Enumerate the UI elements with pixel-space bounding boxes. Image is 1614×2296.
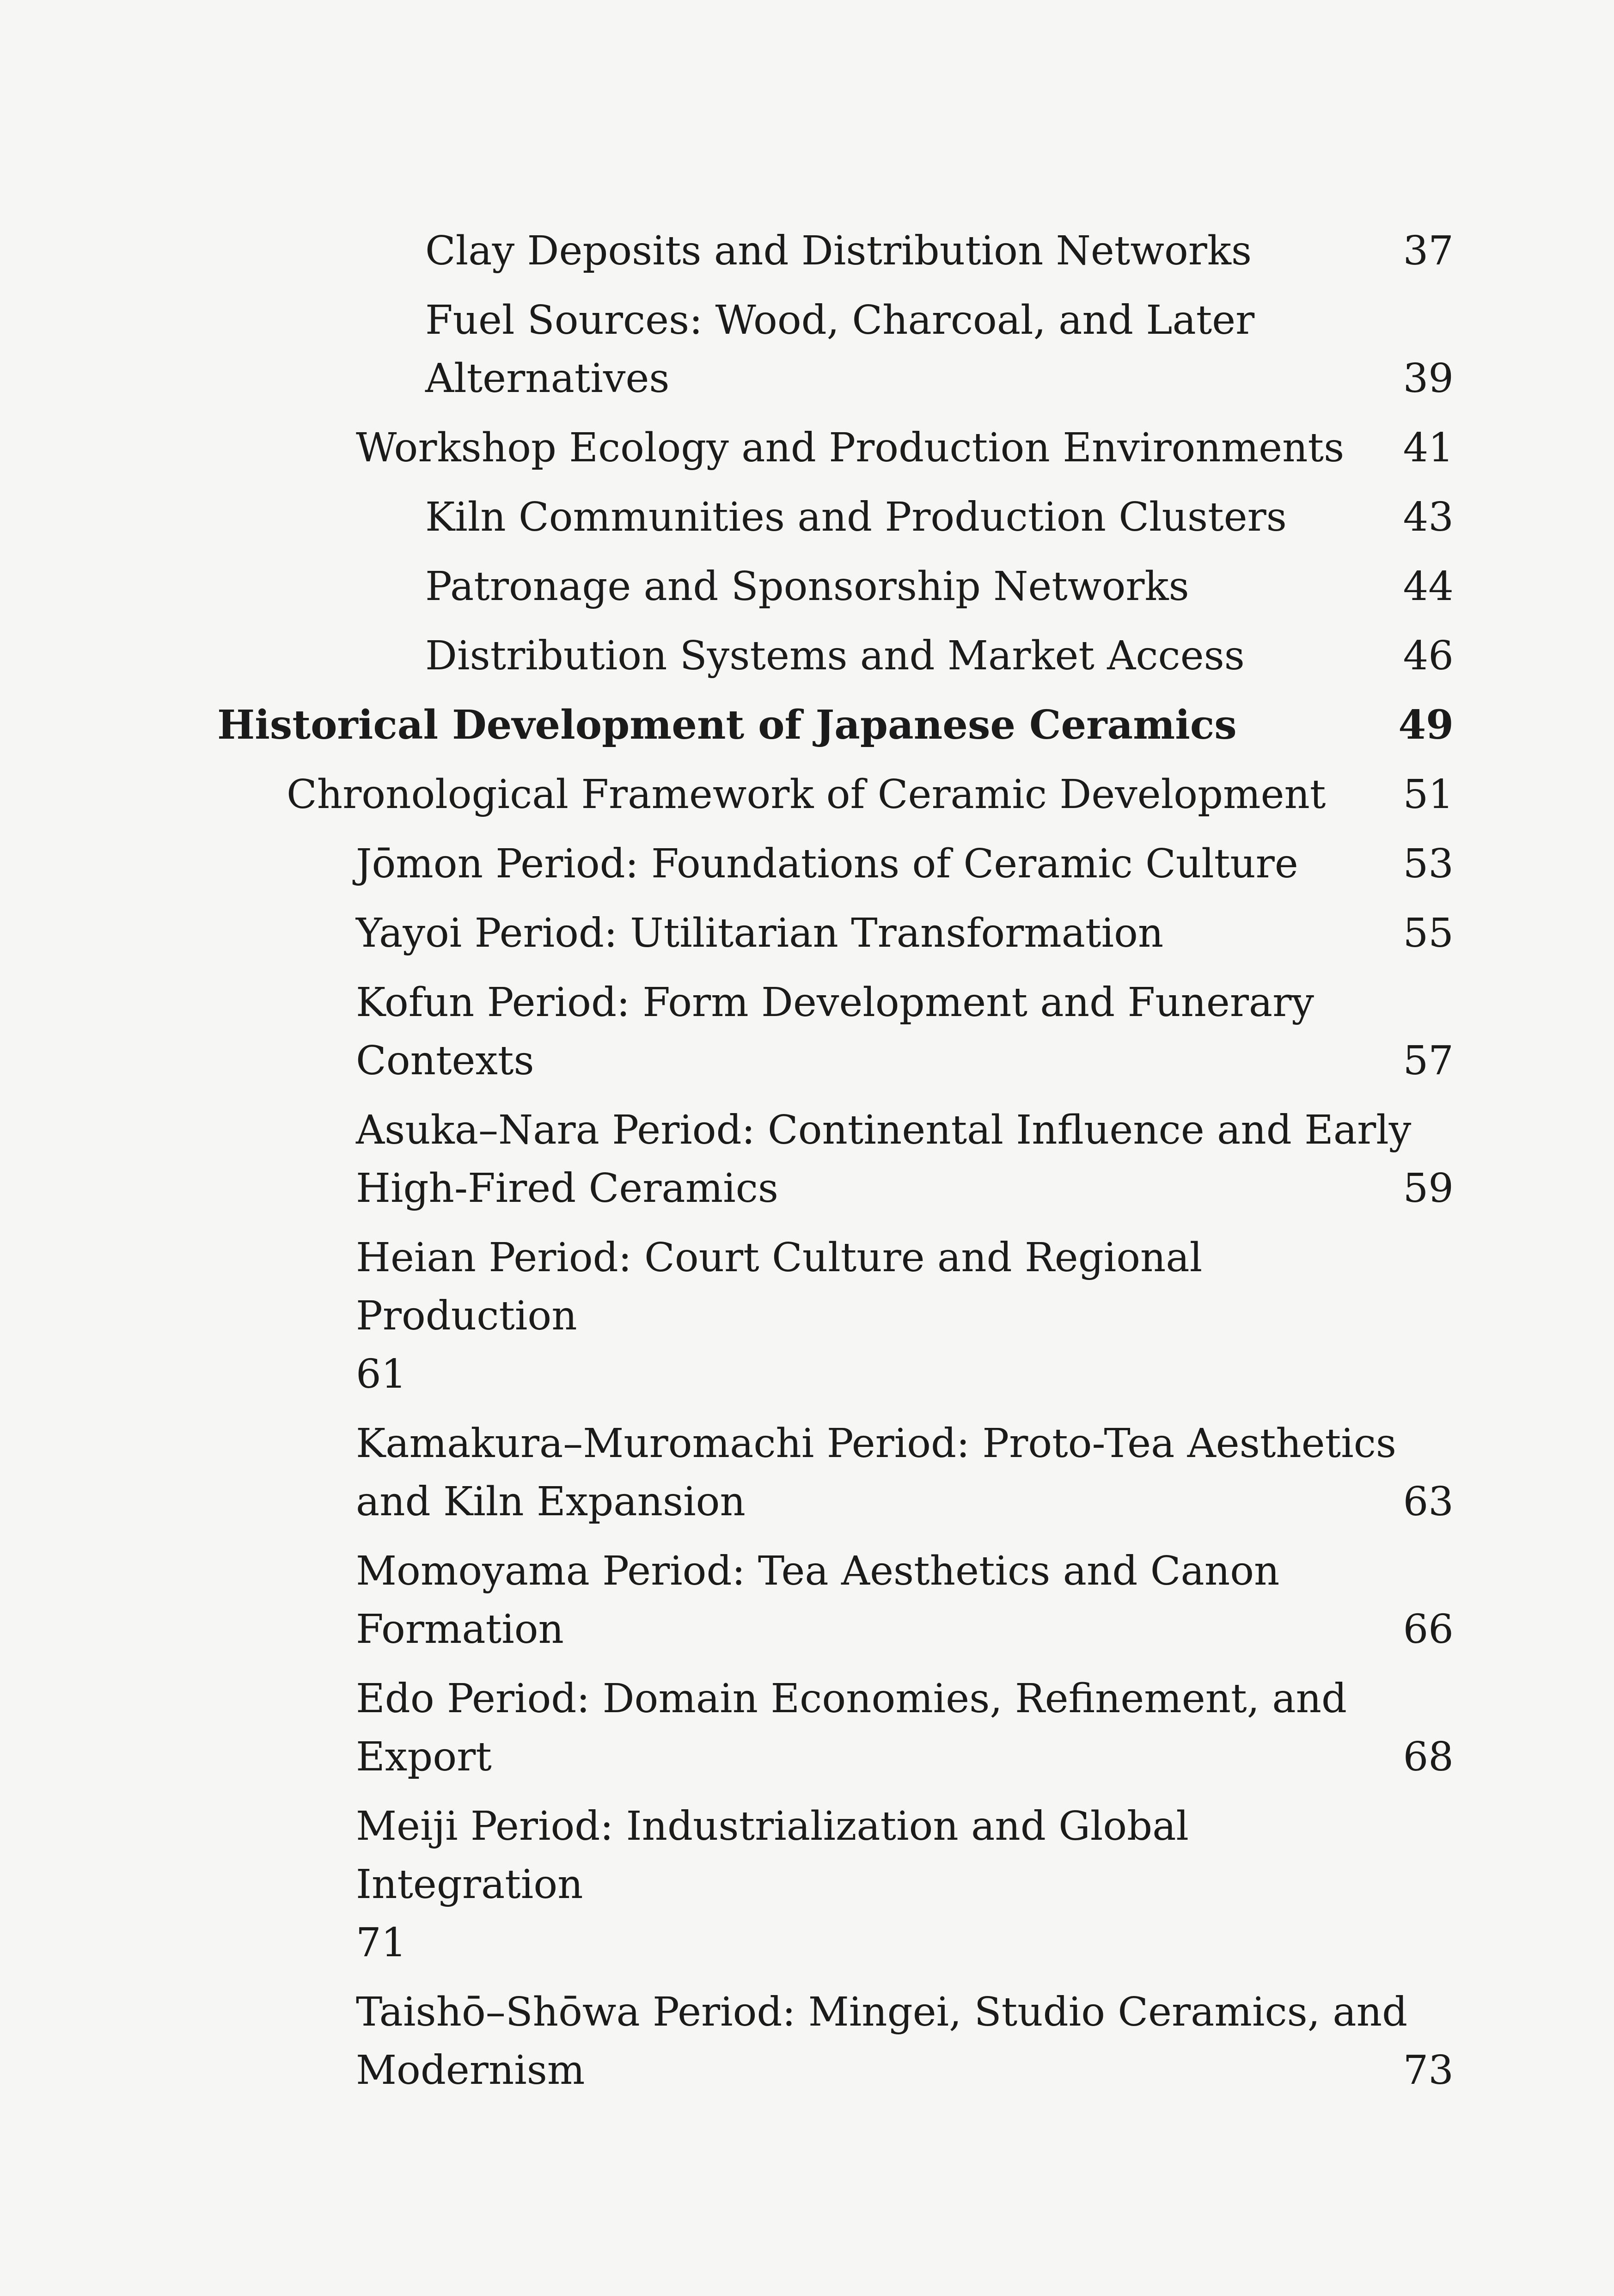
toc-entry[interactable] — [217, 1229, 1454, 1403]
toc-entry-title: Yayoi Period: Utilitarian Transformation — [356, 910, 1164, 956]
toc-entry[interactable] — [217, 1670, 1454, 1786]
toc-entry-title: Meiji Period: Industrialization and Global Integration — [356, 1803, 1189, 1908]
toc-entry-title: Taishō–Shōwa Period: Mingei, Studio Ceramics, and Modernism — [356, 1989, 1408, 2094]
toc-entry-page: 71 — [356, 1920, 407, 1966]
toc-entry[interactable] — [217, 1983, 1454, 2100]
toc-chapter-entry[interactable] — [217, 696, 1454, 754]
toc-entry[interactable] — [217, 1542, 1454, 1659]
toc-entry[interactable] — [217, 627, 1454, 685]
toc-entry-page: 49 — [1398, 702, 1454, 748]
toc-entry-page: 44 — [1403, 563, 1454, 610]
toc-entry-page: 53 — [1403, 841, 1454, 887]
toc-entry[interactable] — [217, 765, 1454, 824]
toc-entry[interactable] — [217, 557, 1454, 616]
toc-entry-page: 55 — [1403, 910, 1454, 956]
toc-entry-page: 68 — [1403, 1734, 1454, 1780]
toc-entry[interactable] — [217, 419, 1454, 477]
toc-entry-title: Heian Period: Court Culture and Regional Production — [356, 1235, 1203, 1339]
toc-entry-page: 43 — [1403, 494, 1454, 540]
toc-entry[interactable] — [217, 1101, 1454, 1218]
toc-entry[interactable] — [217, 488, 1454, 546]
toc-entry-title: Chronological Framework of Ceramic Development — [287, 771, 1326, 818]
toc-entry-title: Kiln Communities and Production Clusters — [425, 494, 1287, 540]
toc-entry-page: 51 — [1403, 771, 1454, 818]
toc-entry-page: 63 — [1403, 1479, 1454, 1525]
toc-entry-title: Fuel Sources: Wood, Charcoal, and Later Alternatives — [425, 297, 1255, 402]
toc-entry[interactable] — [217, 291, 1454, 408]
toc-entry-page: 39 — [1403, 355, 1454, 402]
toc-entry[interactable] — [217, 1414, 1454, 1531]
toc-entry-title: Kofun Period: Form Development and Funerary Contexts — [356, 980, 1314, 1084]
toc-entry-title: Asuka–Nara Period: Continental Influence and Early High-Fired Ceramics — [356, 1107, 1412, 1212]
toc-entry-page: 59 — [1403, 1165, 1454, 1212]
toc-entry-page: 46 — [1403, 633, 1454, 679]
toc-entry[interactable] — [217, 904, 1454, 962]
toc-entry-title: Workshop Ecology and Production Environments — [356, 425, 1345, 471]
toc-entry[interactable] — [217, 1797, 1454, 1972]
toc-entry-title: Kamakura–Muromachi Period: Proto-Tea Aesthetics and Kiln Expansion — [356, 1420, 1397, 1525]
toc-entry[interactable] — [217, 974, 1454, 1090]
toc-entry-title: Edo Period: Domain Economies, Refinement, and Export — [356, 1676, 1347, 1780]
toc-entry-page: 57 — [1403, 1038, 1454, 1084]
toc-entry-page: 37 — [1403, 228, 1454, 274]
toc-entry[interactable] — [217, 222, 1454, 280]
toc-entry[interactable] — [217, 835, 1454, 893]
table-of-contents — [217, 222, 1454, 2111]
toc-entry-title: Patronage and Sponsorship Networks — [425, 563, 1189, 610]
toc-entry-title: Momoyama Period: Tea Aesthetics and Canon Formation — [356, 1548, 1280, 1653]
toc-entry-title: Distribution Systems and Market Access — [425, 633, 1245, 679]
toc-entry-page: 41 — [1403, 425, 1454, 471]
toc-entry-page: 66 — [1403, 1606, 1454, 1653]
toc-entry-title: Clay Deposits and Distribution Networks — [425, 228, 1252, 274]
toc-entry-title: Historical Development of Japanese Ceramics — [217, 702, 1237, 748]
toc-entry-page: 73 — [1403, 2047, 1454, 2094]
toc-entry-page: 61 — [356, 1351, 407, 1397]
toc-entry-title: Jōmon Period: Foundations of Ceramic Culture — [356, 841, 1298, 887]
